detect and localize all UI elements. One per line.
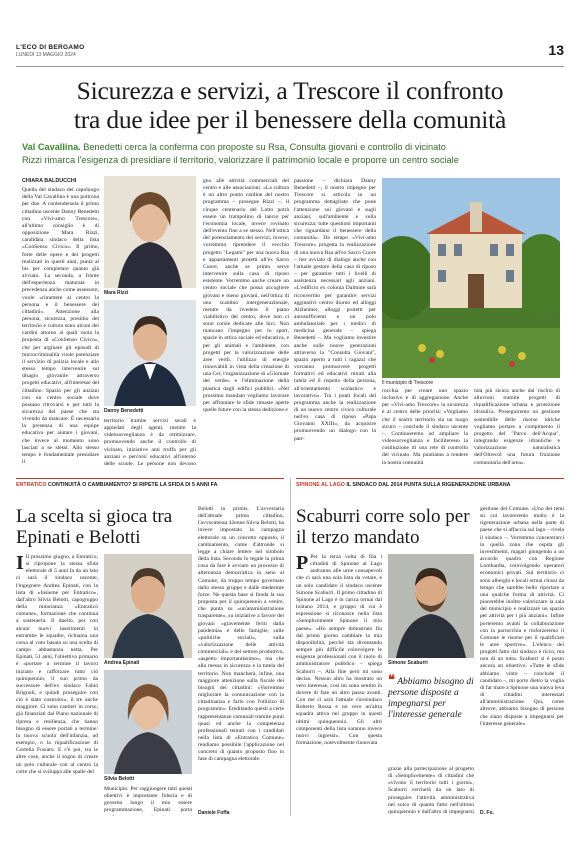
section-rule-spinone (296, 478, 564, 479)
article-column-3 (203, 178, 289, 468)
column-text: Per la terza volta di fila i cittadini di Spinone al Lago andranno alle urne consapevoli che ci sarà una sola lista da votare, e un solo candidato il sindaco uscente Simone Scaburri. Il primo cittadino di Spinone al Lago è in carica ormai dal lontano 2014, e gruppo di cui è espressione si riconosce nella lista «Semplicemente Spinone il mio paese». «Ho sempre dimostrato fin dal primo giorno cambiare la mia disponibilità, perché sta diventando sempre più difficile coinvolgere le esigenze professionali con il ruolo di amministratore pubblico – spiega Scaburri –. Alla fine però mi sono deciso. Nessun altro ha mostrato un vero interesse, così mi sono sentito in dovere di fare un altro passo avanti. Con me ci sarà l'attuale vicesindaco Roberto Rossa e un vero un'altra squadra attiva nel gruppo in questi ultimi quinquennio. Gli altri componenti della lista saranno invece nuovi ingressi». Con questa formazione, notevolmente rinnovata (296, 554, 382, 747)
spinone-column-3 (480, 506, 564, 808)
caption-benedetti: Danny Benedetti (104, 408, 144, 414)
spinone-column-2 (388, 766, 474, 816)
location-kicker: Val Cavallina. (22, 142, 81, 152)
portrait-image (104, 176, 196, 288)
article-column-4 (294, 178, 376, 468)
caption-rizzi: Mara Rizzi (104, 290, 129, 296)
column-text: gno alle attività commerciali del centro e alle associazioni. «La cultura è un altro punto cardine del nostro programma – prosegue Rizzi –, il cinque centenario del Lotto potrà essere un trampolino di lancio per l'economia locale, invece rovinato dell'evento fine a se stesso. Nell'ottica del potenziamento dei servizi, invece, vorremmo riprendere il vecchio progetto "Legami" per una nuova Rsa e appartamenti protetti all'ex Sacro Cuore, anche se primo serve intervenire sulla casa di riposo esistente. Vorremmo anche creare un centro sociale che possa accogliere giovani e meno giovani, nell'ottica di uno scambio intergenerazionale, mentre da rivedere il piano viabilistico del centro, dove non ci sono corsie dedicate alle bici. Non mancano l'impegno per lo sport, spacie in ottica sociale ed educativa, e per gli animali e l'ambiente, con progetti per la valorizzazione delle aree verdi, l'utilizzo di energie rinnovabili in vista della creazione di una Cer, l'organizzazione di «Giornate del verde» e l'eliminazione della plastica dagli edifici pubblici. «Nel prossimo mandato vogliamo lavorare per affrontare le sfide rimaste aperte quelle future con la stessa dedizione e (203, 178, 289, 413)
spinone-signature: D. Fo. (480, 810, 494, 816)
column-text: territorio tramite servizi serali e appiedati degli agenti, mentre la videosorveglianza è da ottimizzare, promuovendo anche il controllo di vicinato, iniziative anti truffa per gli anziani e percorsi educativi all'interno delle scuole. Le persone non devono (104, 418, 196, 467)
section-divider (290, 478, 291, 816)
portrait-image (104, 554, 192, 658)
portrait-image (104, 300, 196, 406)
article-column-1 (22, 178, 99, 468)
kicker-text: CONTINUITÀ O CAMBIAMENTO? SI RIPETE LA SFIDA DI 5 ANNI FA (48, 482, 218, 488)
masthead (16, 44, 564, 64)
section-tag: SPINONE AL LAGO (296, 482, 345, 488)
entratico-column-2 (104, 786, 192, 816)
page-number: 13 (548, 42, 564, 58)
caption-scaburri: Simone Scaburri (388, 660, 428, 666)
issue-date: LUNEDÌ 13 MAGGIO 2024 (16, 52, 76, 58)
entratico-signature: Daniele Foffa (198, 810, 230, 816)
column-text: passione – dichiara Danny Benedetti –, il nostro impegno per Trescore si articola in un programma dettagliato che pone l'attenzione sui giovani e sugli anziani, sull'ambiente e sulla sicurezza: tutte questioni importanti che riguardano il benessere della comunità». Da tempo «Vivi-amo Trescore» progetta la realizzazione di una nuova Rsa all'ex Sacro Cuore – iter avviato di dialogo anche con l'attuale gestore della casa di riposo – per garantire tutti i livelli di assistenza necessari agli anziani. «L'edificio ex colonia Dalmine sarà riconvertito per garantire servizi aggiuntivi centro diurno ed alloggi Alzheimer, alloggi protetti per autosufficienti e un polo ambulatoriale per i medici di medicina generale – spiega Benedetti –. Ma vogliamo investire anche sulle nuove generazioni attraverso la "Consulta Giovani", spazio aperto a tutti i ragazzi che vorranno promuovere progetti formativi ed educativi mirati alla tutela ed il rispetto della persona, all'orientamento scolastico e lavorativo». Tra i punti focali del programma anche la realizzazione di un nuovo centro civico culturale nell'ex casa di riposo «Papa Giovanni XXIII», da acquisire promuovendo un dialogo con la parr- (294, 178, 376, 442)
caption-belotti: Silvia Belotti (104, 776, 135, 782)
column-text: Belotti in primis. L'avversaria dell'attuale primo cittadino, l'avvocatessa 42enne Silvia Belotti, ha invece impostato la campagna elettorale su un concetto opposto, il cambiamento, come d'altronde si legge a chiare lettere nel simbolo della lista. Secondo lo legale la prima cosa da fare è avviare un processo di alternanza democratica in seno al Comune, da troppo tempo governato dallo stesso gruppo e dalle medesime forze. Ne questa base si fonda la sua proposta per il quinquennio a venire, che punta su «un'amministrazione trasparente», su iniziative a favore dei giovani «gravemente feriti dalla pandemia» e delle famiglie, sulle «politiche sociali», sulla «valorizzazione delle attività commerciali» e del settore produttivo, «aspetto importantissimo», ma che alla messa in sicurezza e la tutela del territorio. Non mancherà, infine, una maggiore attenzione sulla fiscale dei bisogni dei cittadini: «Vorremmo migliorare la comunicazione con la cittadinanza e farlo con l'utilizzo di programmi». Ereditando questi a certe rappresentanze comunali tramite punti quasi ed anche la competenza professionali temuti con i candidati nella lista di «Entratico Comune» rendiamo possibile l'applicazione nel concreto di quanto proposto fino in fase di campagna elettorale. (198, 506, 284, 763)
article-column-6 (474, 388, 560, 470)
spinone-headline: Scaburri corre solo per il terzo mandato (296, 506, 470, 548)
article-column-5 (382, 388, 468, 470)
townhall-image (382, 178, 560, 378)
section-tag: ENTRATICO (16, 482, 47, 488)
subhead-line-1: Benedetti cerca la conferma con proposte su Rsa, Consulta giovani e controllo di vicinato (83, 142, 446, 152)
caption-epinati: Andrea Epinati (104, 660, 140, 666)
dropcap: I (16, 554, 24, 574)
kicker-text: IL SINDACO DAL 2014 PUNTA SULLA RIGENERAZIONE URBANA (346, 482, 511, 488)
pull-quote (388, 674, 474, 721)
spinone-column-1 (296, 554, 382, 816)
column-text: grazie alla partecipazione al progetto di «Semplicemente» di cittadini che «vivono il territorio tutti i giorni», Scaburri cercherà da un lato di proseguire l'attività amministrativa nel solco di quanto fatto nell'ultimo quinquennio e dall'altro di impegnarsi (388, 766, 474, 815)
photo-silvia-belotti (104, 670, 192, 774)
quote-text: Abbiamo bisogno di persone disposte a impegnarsi per l'interesse generale (388, 677, 474, 720)
spinone-kicker (296, 482, 510, 488)
photo-mara-rizzi (104, 176, 196, 288)
main-headline (16, 76, 564, 134)
portrait-image (388, 554, 474, 658)
subhead-line-2: Rizzi rimarca l'esigenza di presidiare il territorio, valorizzare il patrimonio locale e proporre un centro sociale (22, 154, 459, 165)
column-text: Quella del sindaco del capoluogo della Val Cavallina è una poltrona per due. A contendersela il primo cittadino uscente Danny Benedetti con «Vivi-amo Trescore», all'ultimo consiglio è di opposizione Mara Rizzi, candidata sindaco della lista «ConSenso Civico». Il primo, forte delle opere e dei progetti realizzati in questi anni, punta al bis per completare quanto già avviato. La seconda, a fronte dell'esperienza maturata in precedenza anche come assessore, vuole «rimettere al centro la persona e il benessere dei cittadini». Attenzione alla persona, sicurezza, presidio del territorio e cultura sono alcuni dei cardini attorno ai quali ruota la proposta di «ConSenso Civico», che per arginare gli episodi di microcriminalità vuole potenziare il servizio di polizia locale e allo stesso tempo intervenire sul disagio giovanile attraverso progetti educativi, all'interesse del cittadino. Spazio per gli anziani con un centro sociale dove possano ritrovarsi e per tutti la sicurezza del paese che sta vivendo da mancare. È necessaria la presenza di una equipe educativa per aiutare i giovani, che invece al momento sono lasciati a se stessi. Allo stesso tempo è fondamentale presidiare il (22, 187, 99, 466)
section-rule-entratico (16, 478, 284, 479)
author-byline: CHIARA BALDUCCHI (22, 178, 77, 184)
column-text: Municipio. Per raggiungere tutti questi obiettivi è importante fiducia e di governo lungo il mio essere programmazione, Epinati porta (104, 786, 192, 814)
entratico-column-3 (198, 506, 284, 808)
column-text: Il prossimo giugno, a Entratico, si ripropone la stessa sfida elettorale di 5 anni fa da un lato ci sarà il sindaco uscente, l'ingegnere Andrea Epinati, con la lista di «Insieme per Entratico», dall'altro Silvia Belotti, capogruppo della minoranza «Entratico comune», formazione che continua a sostenerla. Il duello, per con alcuni nuovi inserimenti in entrambe le squadre, richiama una corsa al voto basata su una scelta di campo abbastanza netta. Per Epinati, 51 anni, l'obiettivo primario è «portare a termine il lavoro iniziato e rafforzare tutto ciò quinquennio, il suo primo da successore dell'ex sindaco Fabio Brignoli, e quindi proseguire con ciò è stato costruito», il tre anche maggiore. Ci sono cantieri in corso, già finanziati dal Piano nazionale di ripresa e resilienza, che hanno bisogno di essere portati a termine: la nuova scuola dell'infanzia, ad esempio, o la riqualificazione di Cortella Fosiato. E c'è poi, tra le altre cose, anche il sogno di creare un polo culturale con al centro la corte che si sviluppa alle spalle del (16, 554, 98, 775)
column-text: gestione del Comune. «Uno dei temi su cui lavoreremo molto è la rigenerazione urbana nella parte di paese che si affaccia sul lago – rivela il sindaco –. Vorremmo concentrarci in quella zona che ospita gli investimenti, magari giungendo a un accordo quadro con Regione Lombardia, coinvolgendo operatori economici privati. Sul territorio ci sono alberghi e locali ormai chiusi da tempo che sarebbe bello riportare a una qualche forma di attività. Ci piacerebbe inoltre valorizzare la sala del municipio e realizzare un spazio per attività per i più anziani». Infine porteremo avanti la collaborazione con la parrocchia e rinforzeremo il Comune le risorse per il qualificare le aree sportive». L'elenco dei progetti fatto dal sindaco è ricco, ma non di un tutto. Scaburri si è posto ancora un obiettivo. «Tutte le sfide abbiamo vinto – conclude il candidato –, mi porto dietro la voglia di far mare a Spinone una nuova leva di cittadini interessati all'amministrazione. Qui, come altrove, abbiamo bisogno di persone che siano disposte a impegnarsi per l'interesse generale». (480, 506, 564, 727)
photo-municipio-trescore (382, 178, 560, 378)
top-rule (16, 66, 564, 67)
caption-municipio: Il municipio di Trescore (382, 380, 434, 386)
column-text: rocchia per creare uno spazio inclusivo e di aggregazione. Anche per «Vivi-amo Trescore» la sicurezza è al centro delle priorità: «Vogliamo che il nostro territorio sia un luogo sicuro – conclude il sindaco uscente –. Continueremo ad ampliare la videosorveglianza e facilitereмо la costituzione di una rete di controllo del vicinato. Ma puntiamo a rendere la nostra comunità (382, 388, 468, 466)
photo-simone-scaburri (388, 554, 474, 658)
entratico-column-1 (16, 554, 98, 810)
column-text: nità più sicura anche dal rischio di alluvioni tramite progetti di riqualificazione urbana e protezione idraulica. Proseguiremo un gestione sostenibile delle risorse idriche vogliamo portare a compimento il progetto del "Parco dell'Acqua", integrando esigenze idrauliche e valorizzazione naturalistica dell'Oltrecol una futura fruizione comunitaria dell'area». (474, 388, 560, 466)
photo-andrea-epinati (104, 554, 192, 658)
main-subheadline (22, 141, 562, 166)
newspaper-brand: L'ECO DI BERGAMO (16, 44, 85, 51)
article-column-2 (104, 418, 196, 468)
quote-mark-icon: ❝ (388, 672, 395, 687)
entratico-headline: La scelta si gioca tra Epinati e Belotti (16, 506, 173, 548)
portrait-image (104, 670, 192, 774)
entratico-kicker (16, 482, 217, 488)
photo-danny-benedetti (104, 300, 196, 406)
headline-line-2: tra due idee per il benessere della comunità (73, 105, 507, 134)
dropcap: P (296, 554, 309, 574)
headline-line-1: Sicurezza e servizi, a Trescore il confronto (76, 76, 504, 105)
